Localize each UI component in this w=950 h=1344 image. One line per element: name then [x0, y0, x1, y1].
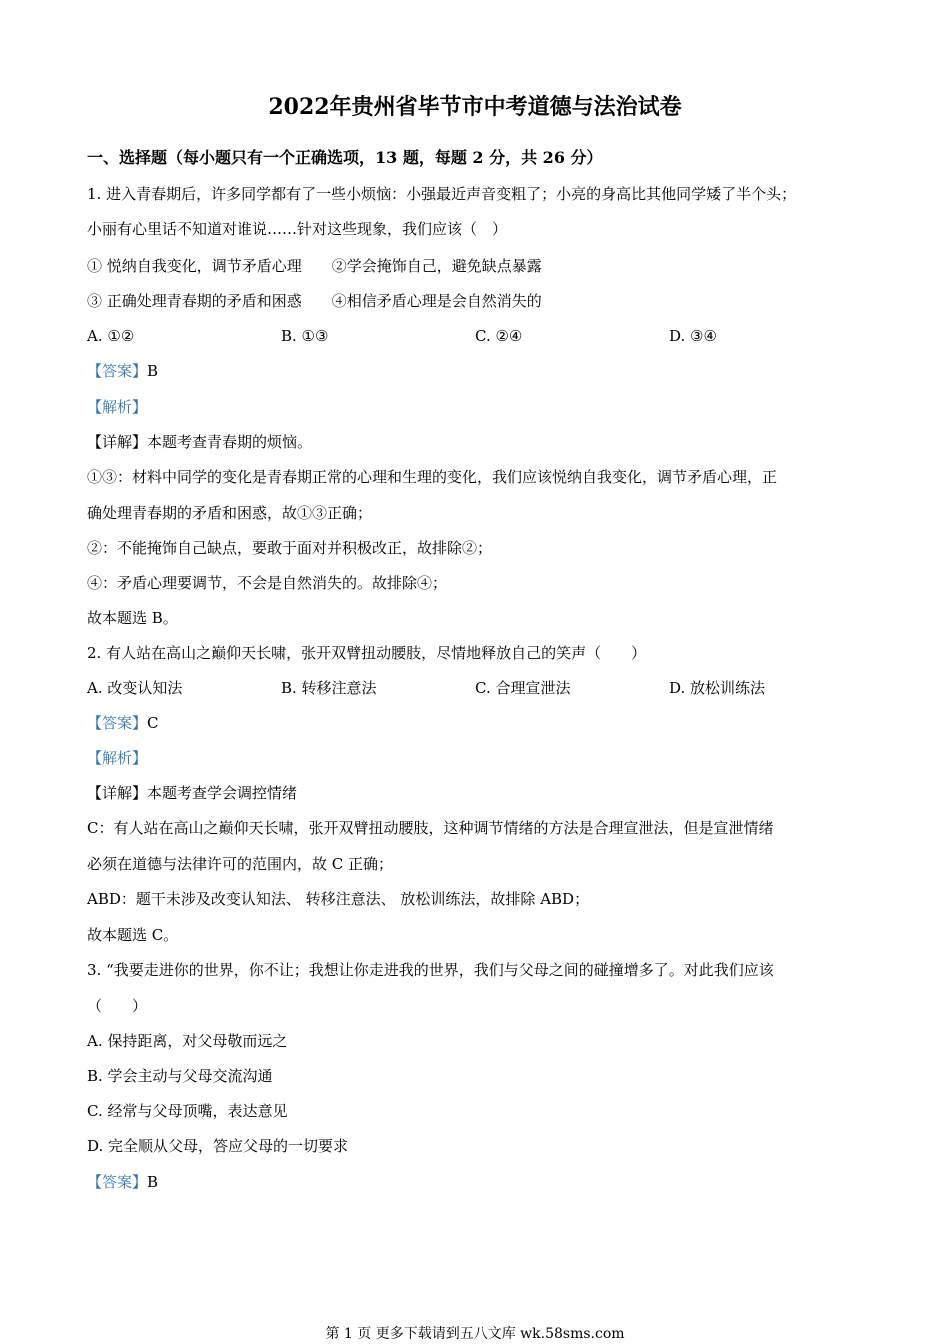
q2-explanation-line2: 必须在道德与法律许可的范围内，故 C 正确； [87, 855, 394, 873]
answer-label: 【答案】 [87, 362, 148, 380]
q1-analysis-label: 【解析】 [87, 398, 148, 416]
q3-option-a: A. 保持距离，对父母敬而远之 [87, 1032, 288, 1050]
q3-stem-line2: （ ） [87, 997, 148, 1015]
q1-option-a: A. ①② [87, 327, 135, 345]
q1-option-b: B. ①③ [281, 327, 329, 345]
q3-stem-line1: 3. “我要走进你的世界，你不让；我想让你走进我的世界，我们与父母之间的碰撞增多了。对此我们应该 [87, 961, 774, 979]
q1-detail: 【详解】本题考查青春期的烦恼。 [87, 433, 313, 451]
answer-value: B [147, 1173, 159, 1191]
q2-option-d: D. 放松训练法 [669, 679, 766, 697]
q2-option-a: A. 改变认知法 [87, 679, 183, 697]
q2-explanation-line1: C：有人站在高山之巅仰天长啸，张开双臂扭动腰肢，这种调节情绪的方法是合理宣泄法，但是宣泄情绪 [87, 819, 774, 837]
q2-option-b: B. 转移注意法 [281, 679, 377, 697]
q1-items-line1: ① 悦纳自我变化，调节矛盾心理 ②学会掩饰自己，避免缺点暴露 [87, 257, 542, 275]
q1-option-c: C. ②④ [475, 327, 523, 345]
q2-analysis-label: 【解析】 [87, 749, 148, 767]
q3-answer [87, 1172, 158, 1192]
q3-option-c: C. 经常与父母顶嘴，表达意见 [87, 1102, 288, 1120]
q3-option-b: B. 学会主动与父母交流沟通 [87, 1067, 273, 1085]
q1-stem-line1: 1. 进入青春期后，许多同学都有了一些小烦恼：小强最近声音变粗了；小亮的身高比其他同学矮了半个头； [87, 185, 797, 203]
q1-option-d: D. ③④ [669, 327, 717, 345]
section-heading: 一、选择题（每小题只有一个正确选项，13 题，每题 2 分，共 26 分） [87, 148, 603, 167]
q2-option-c: C. 合理宣泄法 [475, 679, 571, 697]
q2-detail: 【详解】本题考查学会调控情绪 [87, 784, 298, 802]
answer-value: B [147, 362, 159, 380]
q2-explanation-line3: ABD：题干未涉及改变认知法、 转移注意法、 放松训练法，故排除 ABD； [87, 890, 590, 908]
q1-explanation-line2: 确处理青春期的矛盾和困惑，故①③正确； [87, 504, 373, 522]
answer-label: 【答案】 [87, 1173, 148, 1191]
q1-explanation-line1: ①③：材料中同学的变化是青春期正常的心理和生理的变化，我们应该悦纳自我变化，调节矛盾心理，正 [87, 468, 778, 486]
answer-value: C [147, 714, 159, 732]
answer-label: 【答案】 [87, 714, 148, 732]
q2-answer [87, 713, 159, 733]
q1-explanation-line5: 故本题选 B。 [87, 609, 178, 627]
q1-explanation-line3: ②：不能掩饰自己缺点，要敢于面对并积极改正，故排除②； [87, 539, 493, 557]
q2-stem: 2. 有人站在高山之巅仰天长啸，张开双臂扭动腰肢，尽情地释放自己的笑声（ ） [87, 644, 647, 662]
q1-items-line2: ③ 正确处理青春期的矛盾和困惑 ④相信矛盾心理是会自然消失的 [87, 292, 542, 310]
q1-answer [87, 361, 158, 381]
q3-option-d: D. 完全顺从父母，答应父母的一切要求 [87, 1137, 349, 1155]
page-title: 2022年贵州省毕节市中考道德与法治试卷 [268, 94, 682, 120]
page-footer: 第 1 页 更多下载请到五八文库 wk.58sms.com [325, 1326, 625, 1342]
q2-explanation-line4: 故本题选 C。 [87, 926, 179, 944]
q1-explanation-line4: ④：矛盾心理要调节，不会是自然消失的。故排除④； [87, 574, 448, 592]
q1-stem-line2: 小丽有心里话不知道对谁说……针对这些现象，我们应该（ ） [87, 220, 508, 238]
